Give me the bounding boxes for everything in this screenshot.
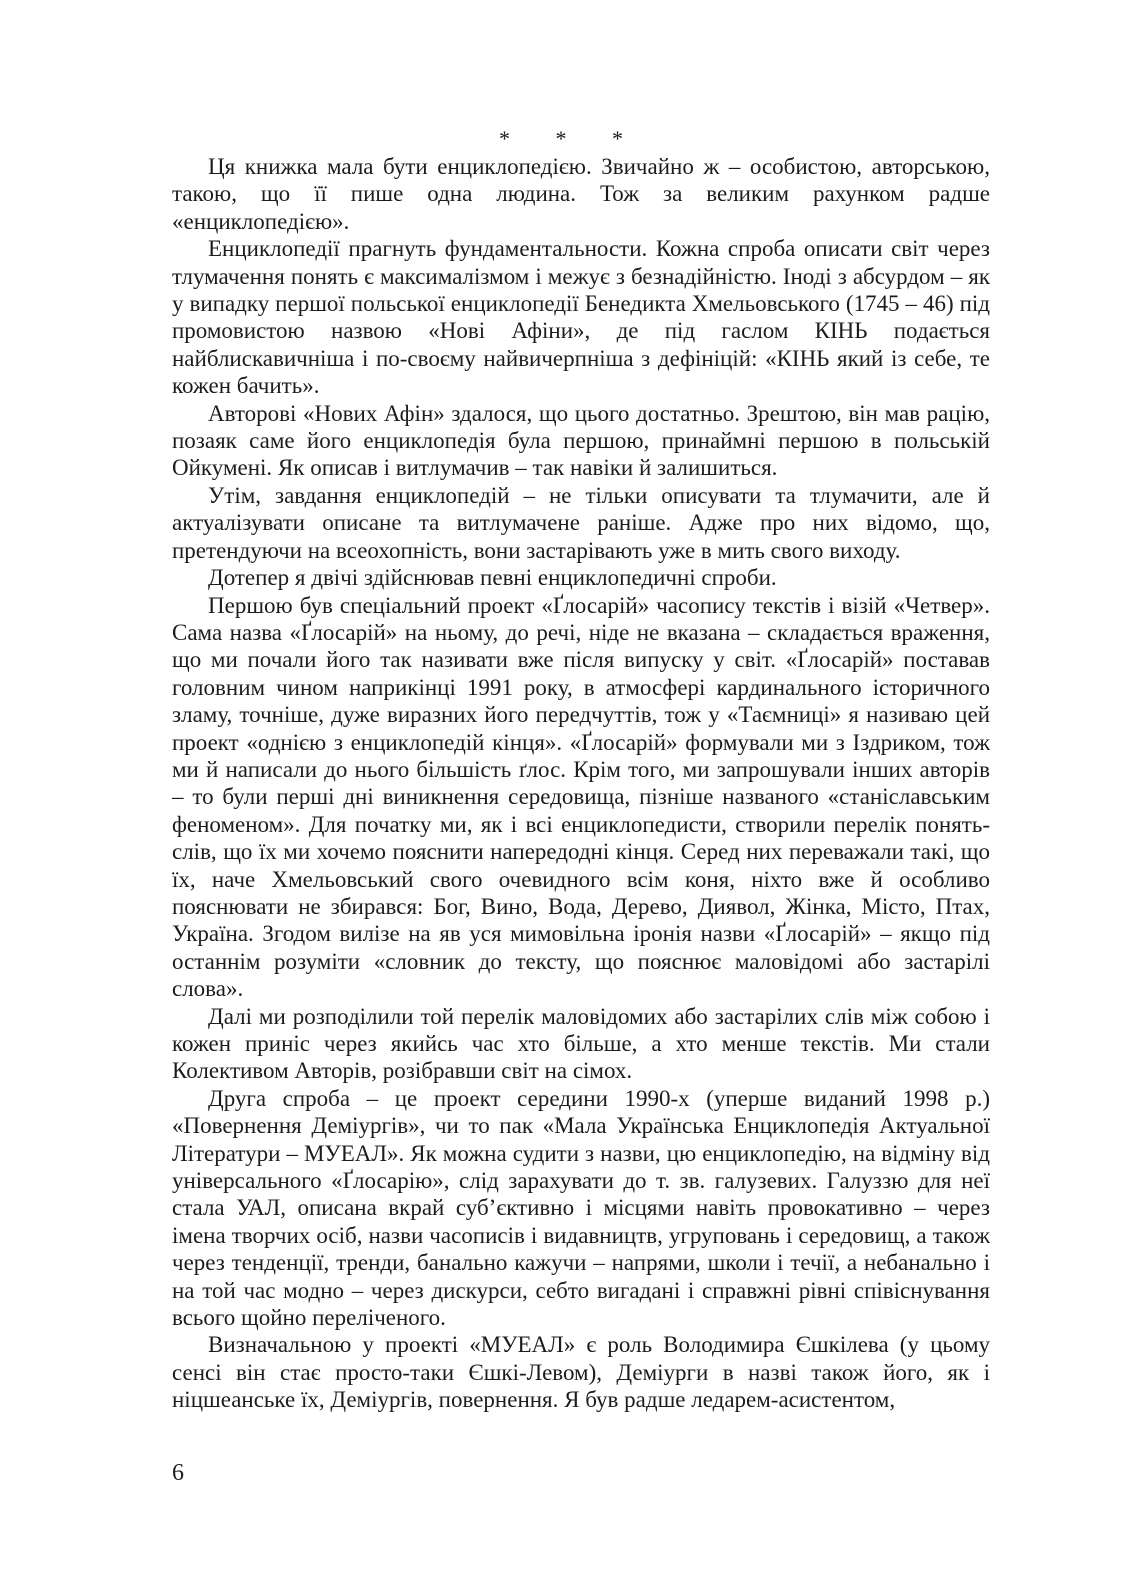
paragraph: Далі ми розподілили той перелік маловідомих або застарілих слів між собою і кожен приніс через якийсь час хто більше, а хто менше текстів. Ми стали Колективом Авторів, розібравши світ на сімох. bbox=[172, 1003, 990, 1084]
page-number: 6 bbox=[172, 1460, 184, 1486]
paragraph: Ця книжка мала бути енциклопедією. Звичайно ж – особистою, авторською, такою, що її пише одна людина. Тож за великим рахунком радше «енциклопедією». bbox=[172, 154, 990, 234]
paragraph: Визначальною у проекті «МУЕАЛ» є роль Володимира Єшкілева (у цьому сенсі він стає просто-таки Єшкі-Левом), Деміурги в назві також його, як і ніцшеанське їх, Деміургів, повернення. Я був радше ледарем-асистентом, bbox=[172, 1332, 990, 1413]
body-text bbox=[172, 153, 990, 1414]
paragraph: Дотепер я двічі здійснював певні енциклопедичні спроби. bbox=[208, 565, 777, 591]
paragraph: Енциклопедії прагнуть фундаментальности. Кожна спроба описати світ через тлумачення понять є максималізмом і межує з безнадійністю. Іноді з абсурдом – як у випадку першої польської енциклопедії Бенедикта Хмельовського (1745 – 46) під промовистою назвою «Нові Афіни», де під гаслом КІНЬ подається найблискавичніша і по-своєму найвичерпніша з дефініцій: «КІНЬ який із себе, те кожен бачить». bbox=[172, 236, 990, 399]
section-separator: * * * bbox=[499, 126, 643, 151]
paragraph: Друга спроба – це проект середини 1990-х (уперше виданий 1998 р.) «Повернення Деміургів», чи то пак «Мала Українська Енциклопедія Актуальної Літератури – МУЕАЛ». Як можна судити з назви, цю енциклопедію, на відміну від універсального «Ґлосарію», слід зарахувати до т. зв. галузевих. Галуззю для неї стала УАЛ, описана вкрай суб’єктивно і місцями навіть провокативно – через імена творчих осіб, назви часописів і видавництв, угруповань і середовищ, а також через тенденції, тренди, банально кажучи – напрями, школи і течії, а небанально і на той час модно – через дискурси, себто вигадані і справжні рівні співіснування всього щойно переліченого. bbox=[172, 1085, 990, 1331]
paragraph: Утім, завдання енциклопедій – не тільки описувати та тлумачити, але й актуалізувати описане та витлумачене раніше. Адже про них відомо, що, претендуючи на всеохопність, вони застарівають уже в мить свого виходу. bbox=[172, 482, 990, 563]
paragraph: Авторові «Нових Афін» здалося, що цього достатньо. Зрештою, він мав рацію, позаяк саме його енциклопедія була першою, принаймні першою в польській Ойкумені. Як описав і витлумачив – так навіки й залишиться. bbox=[172, 400, 990, 481]
paragraph: Першою був спеціальний проект «Ґлосарій» часопису текстів і візій «Четвер». Сама назва «Ґлосарій» на ньому, до речі, ніде не вказана – складається враження, що ми почали його так називати вже після випуску у світ. «Ґлосарій» поставав головним чином наприкінці 1991 року, в атмосфері кардинального історичного зламу, точніше, дуже виразних його передчуттів, тож у «Таємниці» я називаю цей проект «однією з енциклопедій кінця». «Ґлосарій» формували ми з Іздриком, тож ми й написали до нього більшість ґлос. Крім того, ми запрошували інших авторів – то були перші дні виникнення середовища, пізніше названого «станіславським феноменом». Для початку ми, як і всі енциклопедисти, створили перелік понять-слів, що їх ми хочемо пояснити напередодні кінця. Серед них переважали такі, що їх, наче Хмельовський свого очевидного всім коня, ніхто вже й особливо пояснювати не збирався: Бог, Вино, Вода, Дерево, Диявол, Жінка, Місто, Птах, Україна. Згодом вилізе на яв уся мимовільна іронія назви «Ґлосарій» – якщо під останнім розуміти «словник до тексту, що пояснює маловідомі або застарілі слова». bbox=[172, 592, 990, 1002]
